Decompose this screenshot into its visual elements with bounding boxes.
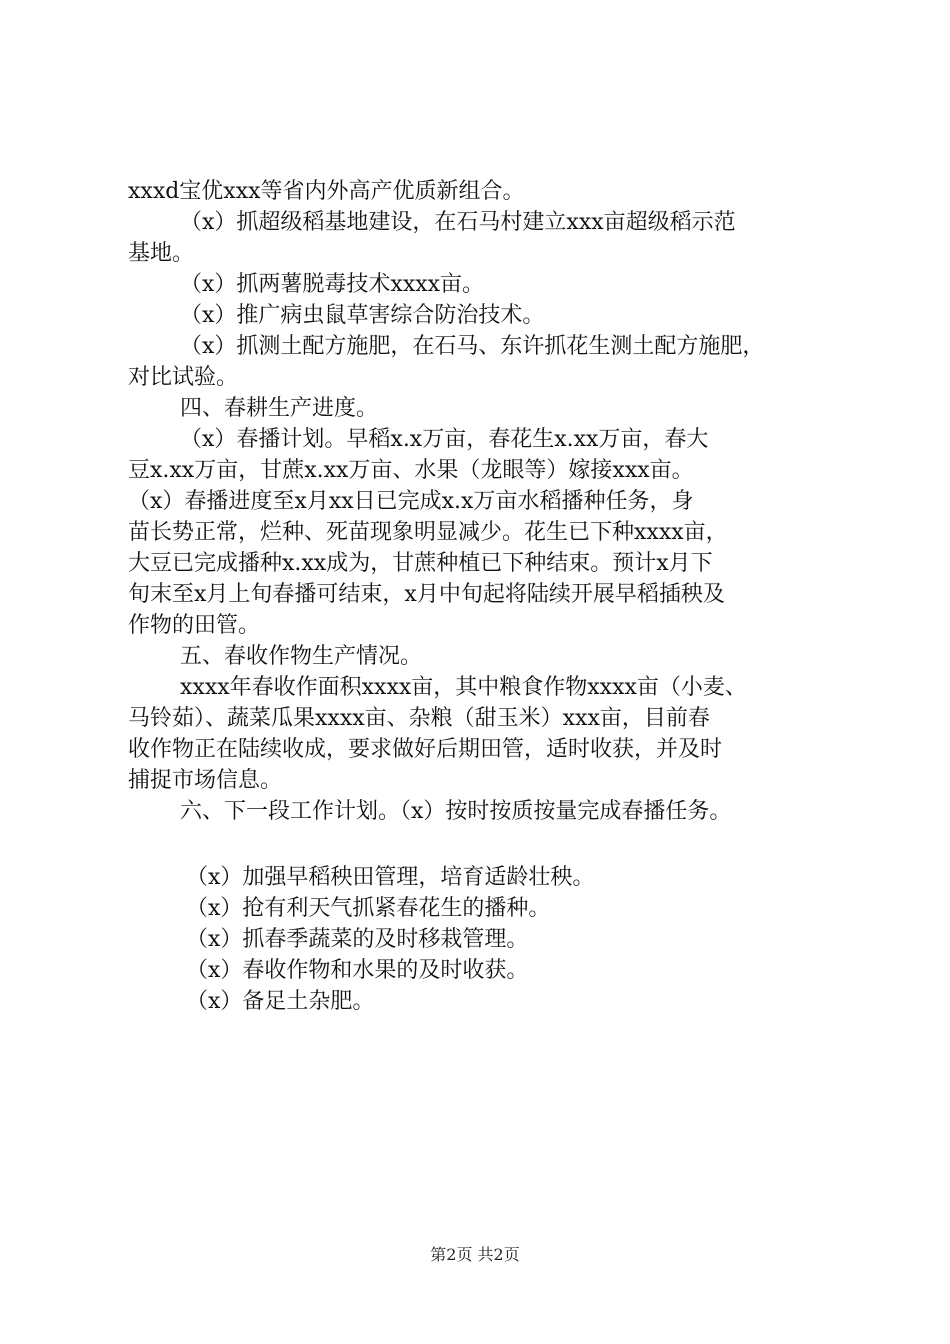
paragraph-line: 对比试验。 xyxy=(128,365,239,390)
paragraph-line: （x）抓超级稻基地建设，在石马村建立xxx亩超级稻示范 xyxy=(180,210,736,235)
paragraph-line: （x）春播计划。早稻x.x万亩，春花生x.xx万亩，春大 xyxy=(180,427,709,452)
paragraph-line: 豆x.xx万亩，甘蔗x.xx万亩、水果（龙眼等）嫁接xxx亩。 xyxy=(128,458,694,483)
paragraph-line: 捕捉市场信息。 xyxy=(128,768,283,793)
blank-gap xyxy=(128,827,840,862)
paragraph-line: 收作物正在陆续收成，要求做好后期田管，适时收获，并及时 xyxy=(128,737,723,762)
paragraph-line: xxxd宝优xxx等省内外高产优质新组合。 xyxy=(128,179,525,204)
section-heading: 五、春收作物生产情况。 xyxy=(180,644,423,669)
list-item: （x）抢有利天气抓紧春花生的播种。 xyxy=(186,896,551,921)
section-heading: 六、下一段工作计划。（x）按时按质按量完成春播任务。 xyxy=(180,799,732,824)
paragraph-line: 马铃茹）、蔬菜瓜果xxxx亩、杂粮（甜玉米）xxx亩，目前春 xyxy=(128,706,710,731)
list-item: （x）抓春季蔬菜的及时移栽管理。 xyxy=(186,927,529,952)
list-item: （x）加强早稻秧田管理，培育适龄壮秧。 xyxy=(186,865,595,890)
list-item: （x）备足土杂肥。 xyxy=(186,989,375,1014)
paragraph-line: 作物的田管。 xyxy=(128,613,261,638)
document-body xyxy=(128,176,840,1017)
section-heading: 四、春耕生产进度。 xyxy=(180,396,379,421)
paragraph-line: （x）抓两薯脱毒技术xxxx亩。 xyxy=(180,272,485,297)
paragraph-line: 旬末至x月上旬春播可结束，x月中旬起将陆续开展早稻插秧及 xyxy=(128,582,725,607)
paragraph-line: （x）春播进度至x月xx日已完成x.x万亩水稻播种任务，身 xyxy=(128,489,694,514)
list-item: （x）春收作物和水果的及时收获。 xyxy=(186,958,529,983)
paragraph-line: 大豆已完成播种x.xx成为，甘蔗种植已下种结束。预计x月下 xyxy=(128,551,713,576)
paragraph-line: 基地。 xyxy=(128,241,195,266)
paragraph-line: （x）推广病虫鼠草害综合防治技术。 xyxy=(180,303,545,328)
paragraph-line: 苗长势正常，烂种、死苗现象明显减少。花生已下种xxxx亩， xyxy=(128,520,728,545)
page-number-footer: 第2页 共2页 xyxy=(430,1245,520,1264)
paragraph-line: （x）抓测土配方施肥，在石马、东许抓花生测土配方施肥， xyxy=(180,334,765,359)
paragraph-line: xxxx年春收作面积xxxx亩，其中粮食作物xxxx亩（小麦、 xyxy=(180,675,747,700)
